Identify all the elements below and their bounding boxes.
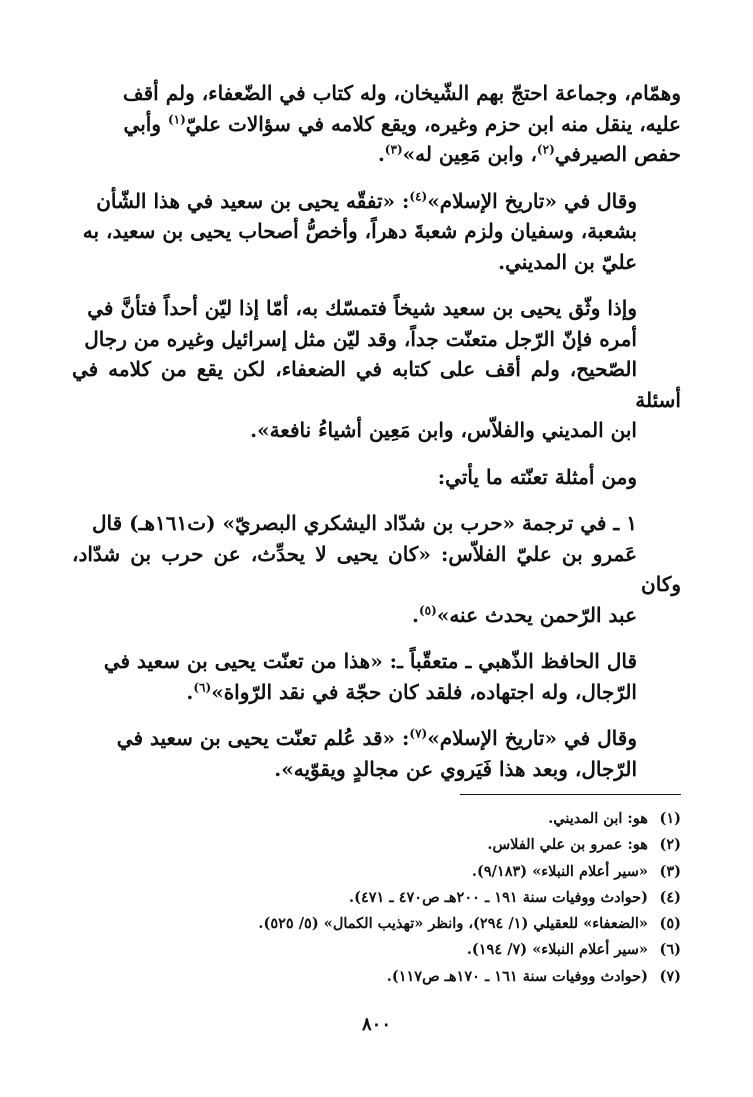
footnote-number: (٦) [659,941,681,959]
text-line: وإذا وثّق يحيى بن سعيد شيخاً فتمسّك به، أمّا إذا ليّن أحداً فتأنَّ في [87,296,637,320]
text-line: عَمرو بن عليّ الفلاّس: «كان يحيى لا يحدِّث، عن حرب بن شدّاد، وكان [72,541,681,596]
footnote-separator [460,794,681,795]
footnote-text: «الضعفاء» للعقيلي (١/ ٢٩٤)، وانظر «تهذيب الكمال» (٥/ ٥٢٥). [258,915,648,933]
paragraph-1 [72,78,681,170]
footnote-text: «سير أعلام النبلاء» (٩/١٨٣). [471,862,648,880]
footnote-number: (٢) [659,836,681,854]
footnote-ref: (٧) [409,726,428,741]
footnote [72,859,681,885]
footnote [72,964,681,990]
paragraph-6 [72,646,681,707]
text-line: ومن أمثلة تعنّته ما يأتي: [437,464,637,489]
paragraph-3 [72,293,681,446]
footnote [72,832,681,858]
footnote-ref: (٥) [418,602,437,617]
text-line: عليه، ينقل منه ابن حزم وغيره، ويقع كلامه في سؤالات عليّ$^{(١)}$ وأبي [123,111,681,136]
footnote [72,937,681,963]
main-text [72,78,681,800]
text-line: وهمّام، وجماعة احتجّ بهم الشّيخان، وله كتاب في الضّعفاء، ولم أقف [122,81,681,105]
text-line: الصّحيح، ولم أقف على كتابه في الضعفاء، لكن يقع من كلامه في أسئلة [72,357,681,412]
page-number: ٨٠٠ [361,1014,391,1035]
text-line: عبد الرّحمن يحدث عنه»$^{(٥)}$. [412,602,637,627]
footnote [72,911,681,937]
text-line: بشعبة، وسفيان ولزم شعبةَ دهراً، وأخصُّ أصحاب يحيى بن سعيد، به [82,219,637,243]
footnote-ref: (٦) [193,679,212,694]
paragraph-5 [72,508,681,630]
footnote-number: (٧) [659,967,681,985]
text-line: ١ ـ في ترجمة «حرب بن شدّاد اليشكري البصريّ» (ت١٦١هـ) قال [91,511,637,535]
text-line: أمره فإنّ الرّجل متعنّت جداً، وقد ليّن مثل إسرائيل وغيره من رجال [84,326,637,351]
footnote-ref: (٣) [384,142,403,157]
footnote-ref: (٢) [536,142,555,157]
footnote-number: (١) [659,810,681,827]
footnotes-list [72,806,681,990]
text-line: وقال في «تاريخ الإسلام»$^{(٤)}$: «تفقّه يحيى بن سعيد في هذا الشّأن [96,188,637,213]
text-line: وقال في «تاريخ الإسلام»$^{(٧)}$: «قد عُلم تعنّت يحيى بن سعيد في [116,726,637,750]
footnote-number: (٥) [659,915,681,933]
footnote-number: (٤) [659,888,681,906]
footnote-text: هو: عمرو بن علي الفلاس. [487,836,648,854]
text-line: قال الحافظ الذّهبي ـ متعقّباً ـ: «هذا من تعنّت يحيى بن سعيد في [103,649,637,673]
paragraph-7 [72,723,681,784]
paragraph-2 [72,186,681,278]
text-line: حفص الصيرفي$^{(٢)}$، وابن مَعِين له»$^{(٣)}$. [377,142,681,166]
footnote [72,885,681,911]
text-line: عليّ بن المديني. [498,249,637,274]
text-line: ابن المديني والفلاّس، وابن مَعِين أشياءُ نافعة». [250,418,637,442]
footnote-number: (٣) [659,862,681,880]
text-line: الرّجال، وله اجتهاده، فلقد كان حجّة في نقد الرّواة»$^{(٦)}$. [186,679,637,704]
footnote [72,806,681,832]
footnote-text: «سير أعلام النبلاء» (٧/ ١٩٤). [466,941,648,959]
footnote-text: هو: ابن المديني. [548,810,648,827]
footnote-text: (حوادث ووفيات سنة ١٦١ ـ ١٧٠هـ ص١١٧). [386,967,648,985]
text-line: الرّجال، وبعد هذا فَيَروي عن مجالدٍ ويقوّيه». [274,756,637,781]
footnote-ref: (٤) [409,188,428,203]
footnote-text: (حوادث ووفيات سنة ١٩١ ـ ٢٠٠هـ ص٤٧٠ ـ ٤٧١). [349,888,648,906]
footnote-ref: (١) [167,111,186,126]
paragraph-4 [72,462,681,493]
